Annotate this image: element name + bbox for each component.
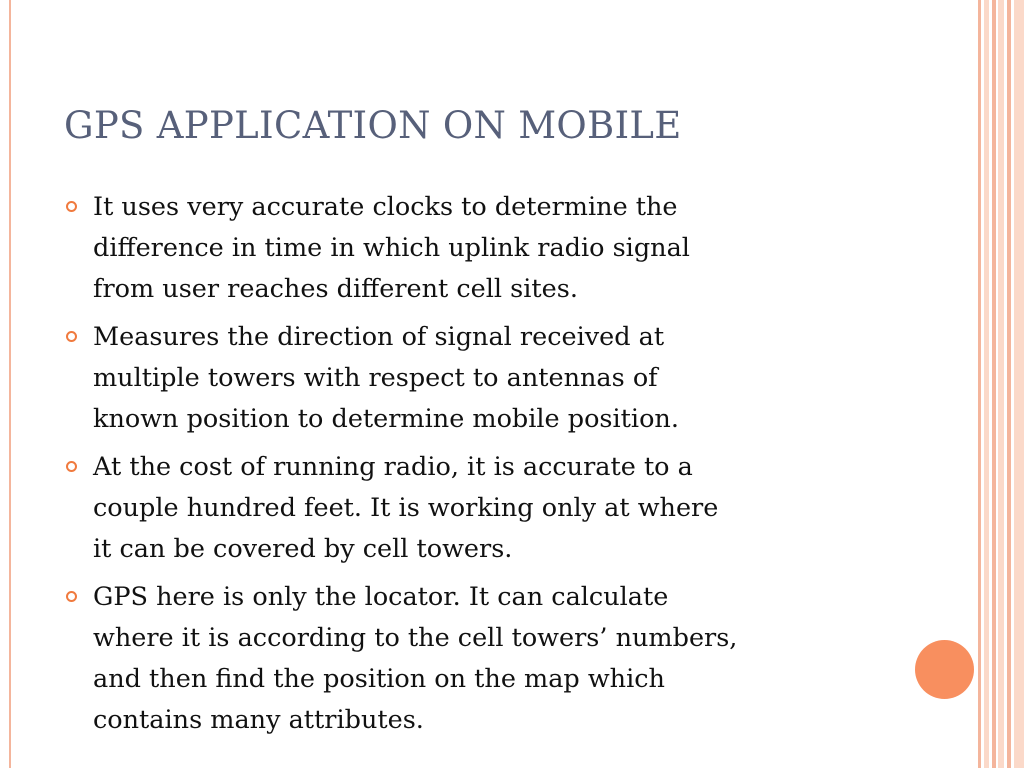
decorative-circle: [915, 640, 974, 699]
decorative-stripe: [1007, 0, 1011, 768]
bullet-item: [64, 317, 884, 440]
bullet-text: At the cost of running radio, it is accurate to a couple hundred feet. It is working only at where it can be covered by cell towers.: [93, 452, 719, 564]
bullet-text: GPS here is only the locator. It can calculate where it is according to the cell towers’ numbers, and then find the position on the map which contains many attributes.: [93, 582, 738, 735]
decorative-stripe: [1014, 0, 1024, 768]
bullet-circle-icon: [66, 201, 77, 212]
bullet-item: [64, 577, 884, 741]
bullet-circle-icon: [66, 461, 77, 472]
bullet-list: [64, 187, 884, 748]
slide-title: GPS APPLICATION ON MOBILE: [64, 104, 682, 147]
decorative-stripe: [992, 0, 996, 768]
bullet-circle-icon: [66, 331, 77, 342]
bullet-circle-icon: [66, 591, 77, 602]
decorative-stripe: [978, 0, 981, 768]
bullet-text: It uses very accurate clocks to determine the difference in time in which uplink radio signal from user reaches different cell sites.: [93, 192, 690, 304]
bullet-item: [64, 187, 884, 310]
left-border-line: [9, 0, 11, 768]
bullet-item: [64, 447, 884, 570]
bullet-text: Measures the direction of signal received at multiple towers with respect to antennas of known position to determine mobile position.: [93, 322, 679, 434]
decorative-stripe: [998, 0, 1004, 768]
decorative-stripe: [984, 0, 989, 768]
